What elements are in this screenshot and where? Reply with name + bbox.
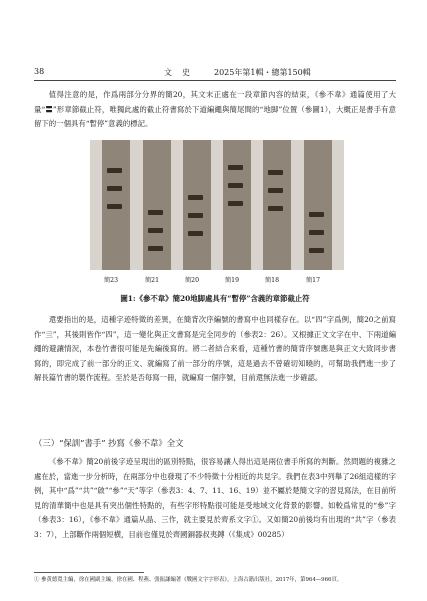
slip-character xyxy=(228,183,243,188)
header-rule xyxy=(34,80,396,81)
bamboo-slips-figure xyxy=(90,140,344,270)
footnote: ① 參黄德寬主編，徐在國副主編，徐在國、程燕、張振謙編著《戰國文字字形表》，上海古籍出版社，2017年，第964—966頁。 xyxy=(34,577,343,583)
slip-character xyxy=(309,230,324,235)
slip-character xyxy=(188,213,203,218)
slip-character xyxy=(188,195,203,200)
issue-info: 2025年第1輯・總第150輯 xyxy=(214,68,311,77)
strip-label: 簡23 xyxy=(104,277,119,284)
slip-character xyxy=(107,186,122,191)
bamboo-slip xyxy=(102,140,130,270)
bamboo-slip xyxy=(143,140,171,270)
slip-character xyxy=(268,188,283,193)
strip-label: 簡17 xyxy=(306,277,321,284)
paragraph-1: 值得注意的是，作爲兩部分分界的簡20，其文末正處在一段章節內容的結束，《參不韋》通篇使用了大量“〓”形章節截止符，唯獨此處的截止符書寫於下道編繩與簡尾間的“地脚”位置（參圖1），大概正是書手有意留下的一個具有“暫停”意義的標記。 xyxy=(34,90,396,129)
section-title: （三）“保訓”書手” 抄寫《參不韋》全文 xyxy=(34,438,184,448)
slip-character xyxy=(309,248,324,253)
bamboo-slip xyxy=(183,140,211,270)
slip-character xyxy=(148,210,163,215)
slip-character xyxy=(188,231,203,236)
figure-caption: 圖1:《參不韋》簡20地脚處具有“暫停”含義的章節截止符 xyxy=(120,294,310,303)
footnote-rule xyxy=(34,572,144,573)
slip-character xyxy=(268,170,283,175)
strip-label: 簡21 xyxy=(145,277,160,284)
slip-character xyxy=(228,201,243,206)
slip-character xyxy=(309,212,324,217)
bamboo-slip xyxy=(263,140,291,270)
page-number: 38 xyxy=(34,67,45,76)
page-header xyxy=(34,65,396,79)
paragraph-3: 《參不韋》簡20前後字迹呈現出的區別特點，很容易讓人得出這是兩位書手所寫的判斷。然問題的複雜之處在於，當進一步分析時，在兩部分中也發現了不少特徵十分相近的共見字。我們在表3中列舉了26組這樣的字例，其中“爲”“共”“啟”“參”“天”等字（參表3：4、7、11、16、19）並不屬於楚簡文字的習見寫法，在目前所見的清華簡中也是具有突出個性特點的，有些字形特點很可能是受地域文化背景的影響。如較爲常見的“參”字（參表3：16），《參不韋》通篇从晶、三作，就主要見於齊系文字①。又如簡20前後均有出現的“共”字（參表3：7），上部斷作兩個短横，目前也僅見於齊國銅器叔夷鎛（《集成》00285） xyxy=(34,457,396,539)
paragraph-2: 還要指出的是，這種字迹特徵的差異，在簡背次序編號的書寫中也同樣存在。以“四”字爲例，簡20之前寫作“亖”，其後則皆作“四”，這一變化與正文書寫是完全同步的（參表2：26）。又根據正文文字在中、下兩道編繩的避讓情況，本卷竹書很可能是先編後寫的。將二者結合來看，這種竹書的簡背序號應是與正文大致同步書寫的，即完成了前一部分的正文、就編寫了前一部分的序號，這是過去不曾確切知曉的，可幫助我們進一步了解長篇竹書的製作流程。至於是否每寫一冊，就編寫一個序號，目前還無法進一步確認。 xyxy=(34,315,396,383)
slip-character xyxy=(107,168,122,173)
strip-label: 簡19 xyxy=(225,277,240,284)
bamboo-slip xyxy=(223,140,251,270)
bamboo-slip xyxy=(304,140,332,270)
slip-character xyxy=(148,246,163,251)
slip-character xyxy=(107,204,122,209)
slip-character xyxy=(228,165,243,170)
slip-character xyxy=(148,228,163,233)
strip-label: 簡20 xyxy=(185,277,200,284)
strip-label: 簡18 xyxy=(265,277,280,284)
journal-title: 文 史 xyxy=(164,68,191,77)
figure-strip-labels xyxy=(90,275,344,287)
slip-character xyxy=(268,206,283,211)
